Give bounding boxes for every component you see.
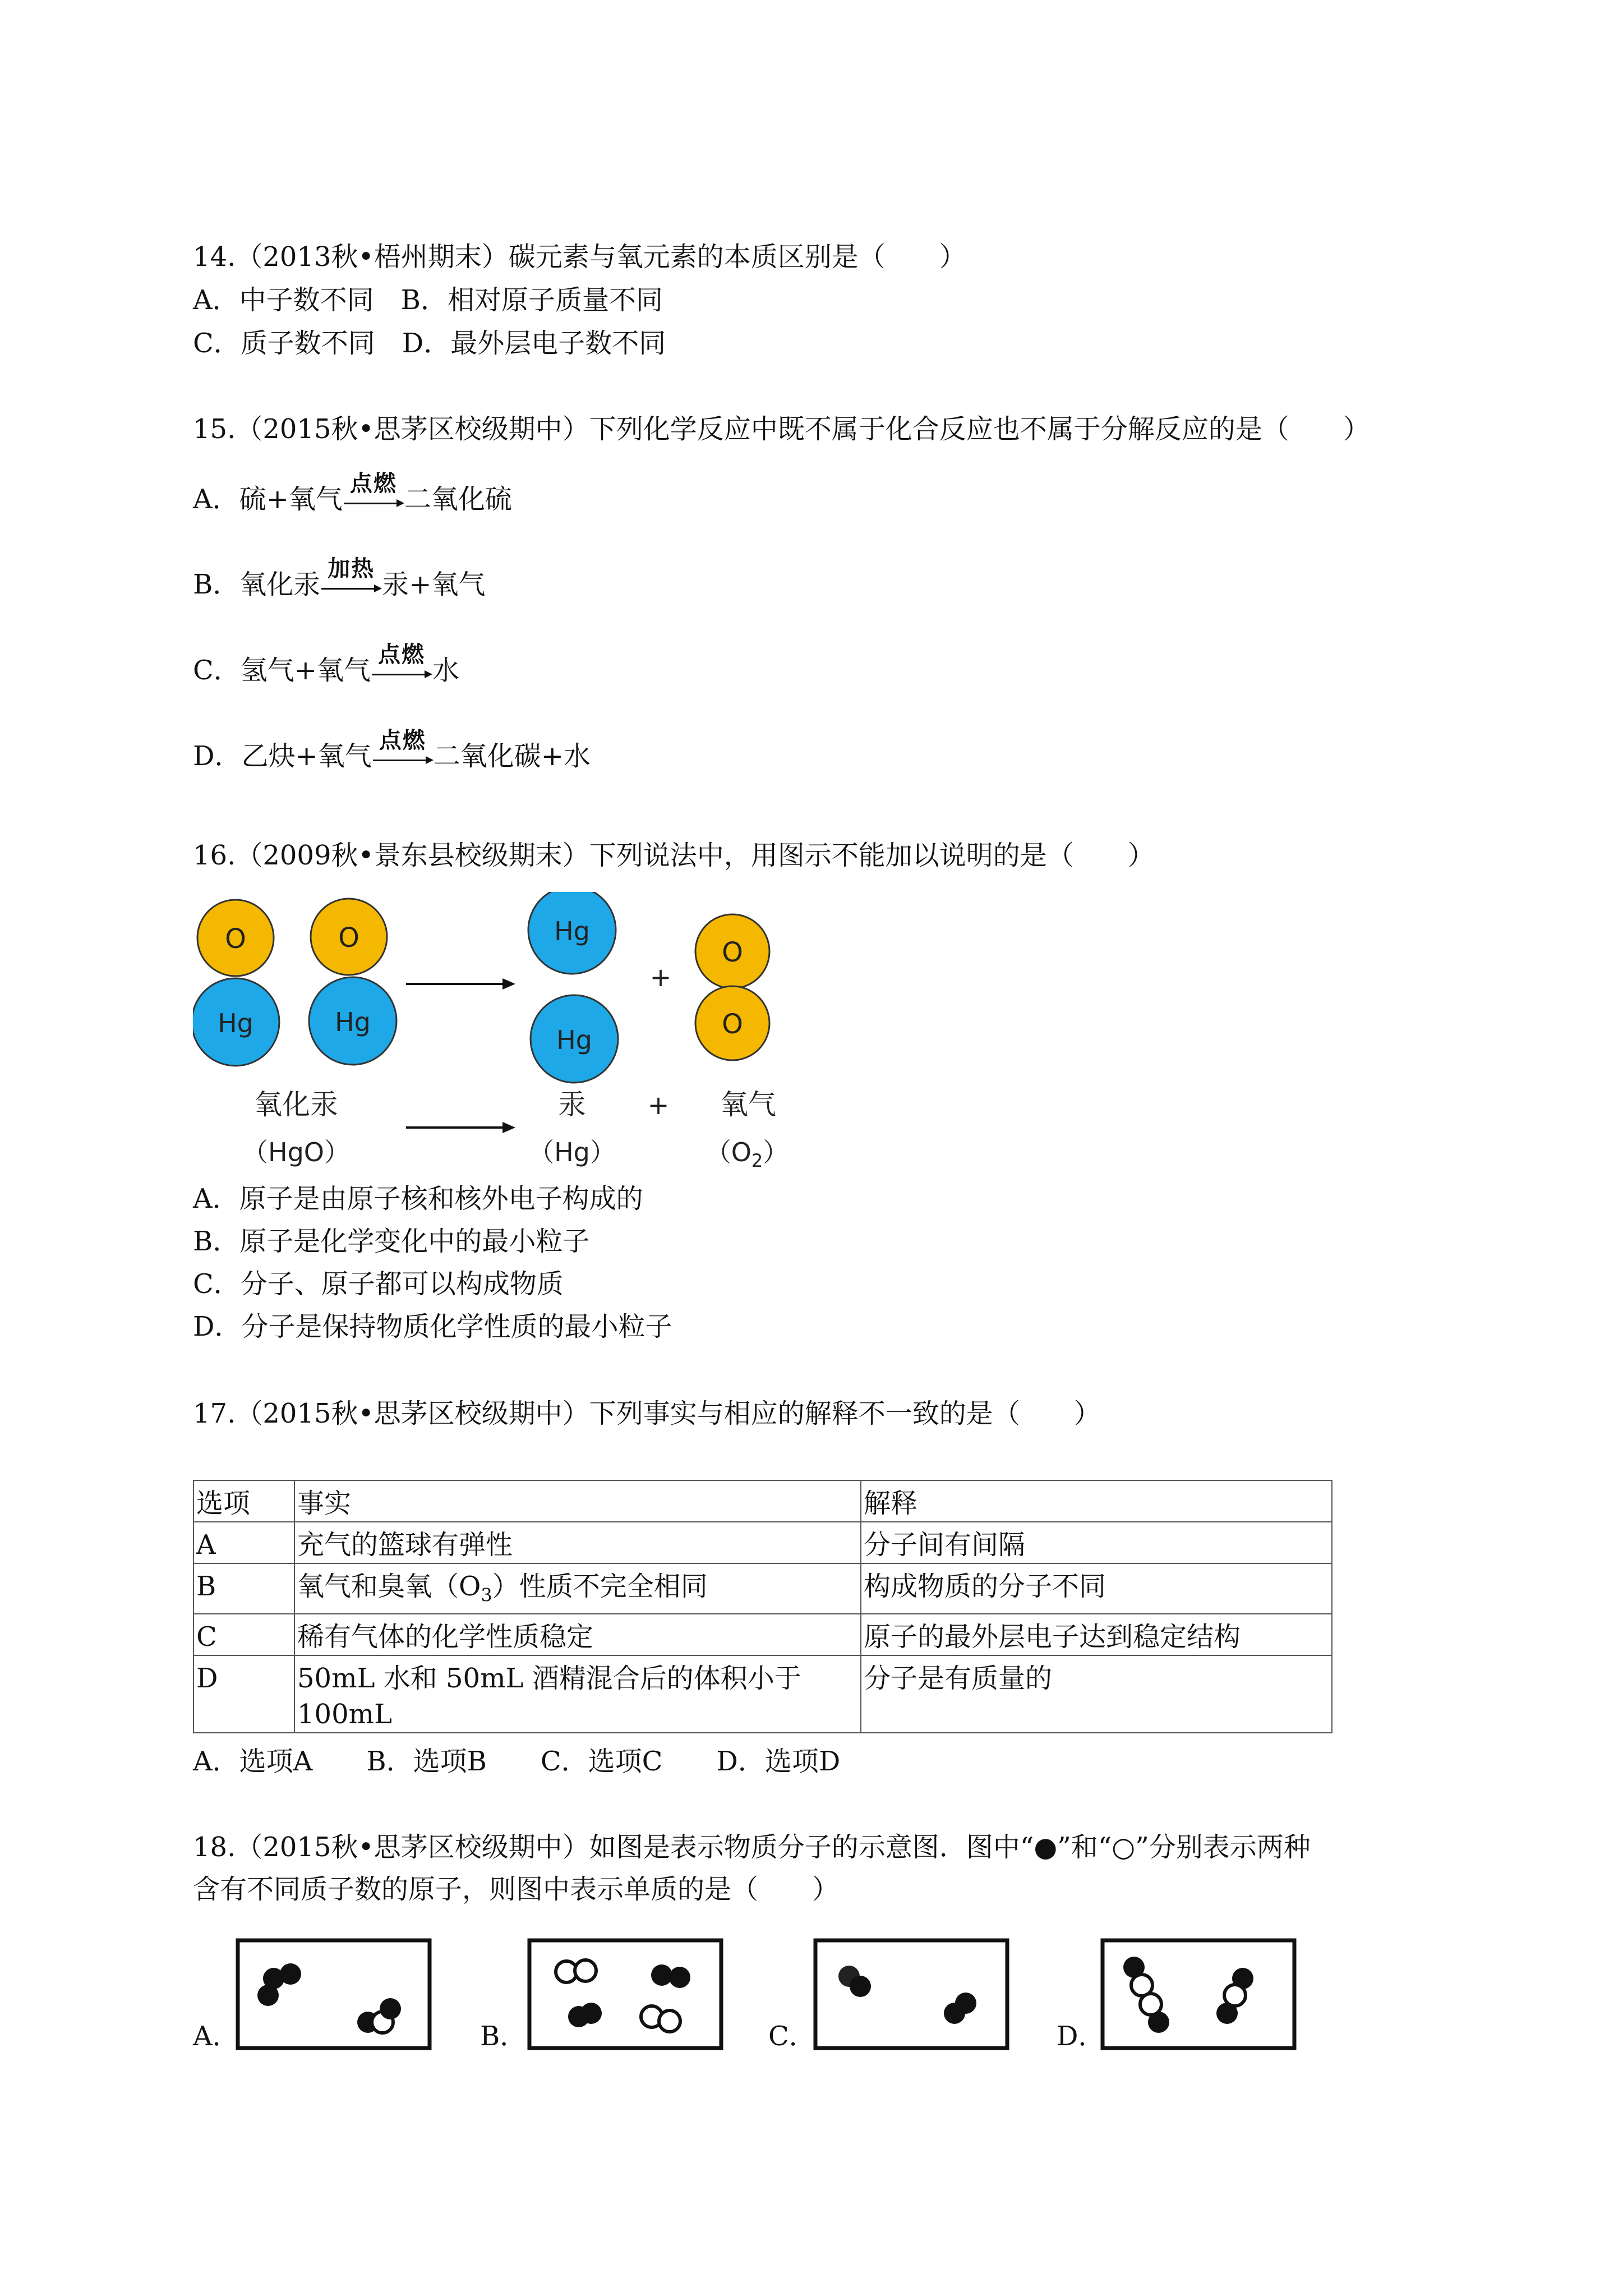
table-header-cell: 选项: [193, 1480, 294, 1522]
q18-option-a-label: A．: [193, 2021, 239, 2052]
oxygen-atom-label: O: [722, 1009, 743, 1040]
formula-mercury-oxide: （HgO）: [242, 1137, 350, 1167]
formula-mercury: （Hg）: [528, 1137, 616, 1167]
q15-b-reactants: B．氧化汞: [193, 569, 321, 600]
table-cell: A: [193, 1522, 294, 1563]
label-oxygen: 氧气: [720, 1088, 776, 1121]
q16-option-a: A．原子是由原子核和核外电子构成的: [193, 1183, 643, 1214]
q15-d-reactants: D．乙炔+氧气: [193, 740, 372, 772]
q15-c-reactants: C．氢气+氧气: [193, 655, 371, 686]
formula-oxygen: $(O_2)$: [705, 1137, 789, 1171]
q15-d-products: 二氧化碳+水: [433, 740, 591, 772]
mercury-atom-label: Hg: [556, 1025, 592, 1055]
table-cell: 分子间有间隔: [861, 1522, 1332, 1563]
table-header-cell: 事实: [294, 1480, 861, 1522]
q17-stem: 17.（2015秋•思茅区校级期中）下列事实与相应的解释不一致的是（ ）: [193, 1398, 1101, 1429]
q16-option-b: B．原子是化学变化中的最小粒子: [193, 1226, 590, 1257]
reaction-condition: 点燃: [377, 642, 425, 668]
q16-option-c: C．分子、原子都可以构成物质: [193, 1268, 564, 1300]
oxygen-atom-label: O: [225, 923, 246, 955]
table-cell: 稀有气体的化学性质稳定: [294, 1614, 861, 1655]
q16-stem: 16.（2009秋•景东县校级期末）下列说法中，用图示不能加以说明的是（ ）: [193, 840, 1155, 871]
q15-option-a: [193, 471, 512, 516]
table-cell: 氧气和臭氧$(O_3)$性质不完全相同: [294, 1563, 861, 1614]
table-cell: 分子是有质量的: [861, 1655, 1332, 1733]
q18-option-b-label: B．: [480, 2021, 527, 2052]
q17-options: A．选项A B．选项B C．选项C D．选项D: [193, 1746, 841, 1777]
reaction-arrow-head: [502, 1122, 515, 1133]
q15-option-b: [193, 556, 486, 601]
reaction-arrow-head: [502, 978, 515, 990]
reaction-condition: 点燃: [349, 471, 397, 496]
label-mercury: 汞: [558, 1088, 586, 1121]
oxygen-atom-label: O: [338, 922, 359, 954]
table-cell: 充气的篮球有弹性: [294, 1522, 861, 1563]
mercury-oxide-decomposition-diagram: [193, 892, 799, 1172]
mercury-atom-label: Hg: [218, 1008, 253, 1038]
table-cell: 构成物质的分子不同: [861, 1563, 1332, 1614]
table-row: [193, 1563, 1332, 1614]
table-cell: C: [193, 1614, 294, 1655]
q15-b-products: 汞+氧气: [382, 569, 486, 600]
table-row: [193, 1655, 1332, 1733]
reaction-arrow: [343, 471, 404, 516]
q14-options-ab: A．中子数不同 B．相对原子质量不同: [193, 284, 663, 316]
q18-option-d-label: D．: [1057, 2021, 1105, 2052]
table-row: [193, 1522, 1332, 1563]
table-cell: 原子的最外层电子达到稳定结构: [861, 1614, 1332, 1655]
plus-sign: +: [647, 1090, 670, 1120]
q16-option-d: D．分子是保持物质化学性质的最小粒子: [193, 1311, 672, 1342]
q15-a-reactants: A．硫+氧气: [193, 484, 343, 515]
reaction-arrow: [372, 728, 434, 773]
q18-stem-line2: 含有不同质子数的原子，则图中表示单质的是（ ）: [193, 1874, 840, 1905]
q18-option-c-label: C．: [768, 2021, 816, 2052]
q14-options-cd: C．质子数不同 D．最外层电子数不同: [193, 328, 666, 359]
reaction-condition: 加热: [328, 556, 375, 582]
facts-table: [193, 1480, 1332, 1733]
reaction-arrow: [371, 642, 432, 687]
table-cell: B: [193, 1563, 294, 1614]
molecule-box-c: [813, 1938, 1009, 2050]
oxygen-atom-label: O: [722, 937, 743, 968]
molecule-box-a: [236, 1938, 432, 2050]
reaction-condition: 点燃: [379, 728, 426, 753]
table-header-row: [193, 1480, 1332, 1522]
mercury-atom-label: Hg: [335, 1007, 371, 1037]
table-header-cell: 解释: [861, 1480, 1332, 1522]
label-mercury-oxide: 氧化汞: [254, 1088, 338, 1121]
q15-option-d: [193, 728, 591, 773]
mercury-atom-label: Hg: [554, 916, 590, 946]
table-cell: 50mL 水和 50mL 酒精混合后的体积小于 100mL: [294, 1655, 861, 1733]
q15-c-products: 水: [432, 655, 459, 686]
reaction-arrow: [320, 556, 382, 601]
table-row: [193, 1614, 1332, 1655]
q15-stem: 15.（2015秋•思茅区校级期中）下列化学反应中既不属于化合反应也不属于分解反应的是（ ）: [193, 413, 1370, 445]
q15-a-products: 二氧化硫: [404, 484, 512, 515]
plus-sign: +: [649, 962, 672, 992]
molecule-box-d: [1100, 1938, 1297, 2050]
q15-option-c: [193, 642, 459, 687]
table-cell: D: [193, 1655, 294, 1733]
q14-stem: 14.（2013秋•梧州期末）碳元素与氧元素的本质区别是（ ）: [193, 241, 966, 273]
molecule-box-b: [527, 1938, 723, 2050]
q18-stem-line1: 18.（2015秋•思茅区校级期中）如图是表示物质分子的示意图．图中“●”和“○”分别表示两种: [193, 1832, 1311, 1863]
